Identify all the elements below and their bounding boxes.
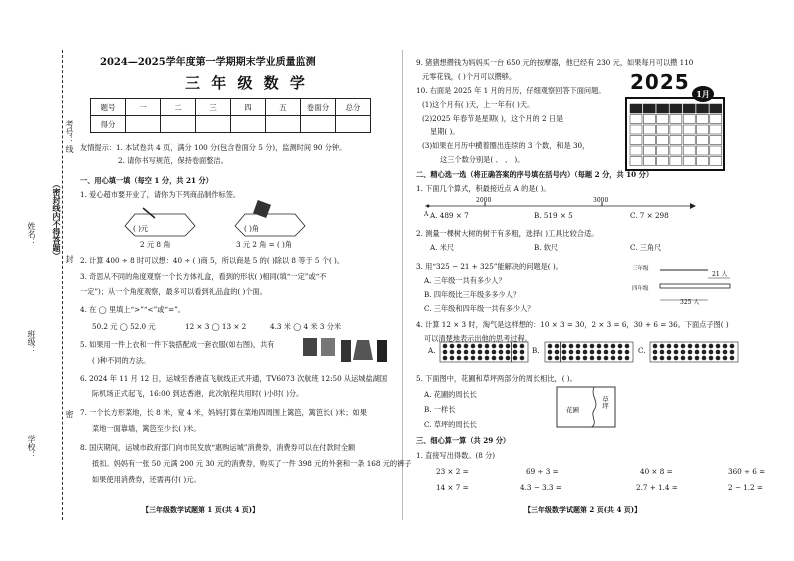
dot: [457, 344, 462, 349]
calendar-cell: [683, 136, 695, 145]
dot: [625, 356, 630, 361]
dot: [506, 344, 511, 349]
score-cell: 一: [126, 99, 161, 116]
calendar-cell: [670, 157, 682, 166]
score-input-cell[interactable]: [161, 116, 196, 133]
dot: [625, 344, 630, 349]
footer-left: 【三年级数学试题第 1 页(共 4 页)】: [142, 505, 260, 514]
tips-line2: 2. 请你书写规范，保持卷面整洁。: [118, 156, 228, 165]
c5-option-b[interactable]: B. 一样长: [424, 405, 456, 414]
dot: [471, 350, 476, 355]
dot: [492, 344, 497, 349]
dot: [464, 350, 469, 355]
score-table: [90, 98, 371, 133]
calendar-cell: [710, 146, 722, 155]
calendar-cell: [697, 115, 709, 124]
dot: [499, 350, 504, 355]
grade4-bar: [660, 284, 730, 288]
dot: [450, 350, 455, 355]
score-cell: 五: [266, 99, 301, 116]
dot: [597, 356, 602, 361]
page-divider: [402, 50, 403, 520]
q3b-text: 一定”)；从一个角度观察，最多可以看到礼品盒的( )个面。: [80, 287, 267, 296]
dot: [674, 344, 679, 349]
q2-text: 2. 计算 400 ÷ 8 时可以想：40 ÷ ( )商 5，所以商是 5 的( )除以 8 等于 5 个( )。: [80, 256, 345, 265]
axis-point-label: A: [424, 211, 429, 218]
section3-heading: 三、细心算一算（共 29 分）: [416, 436, 511, 445]
c1-option-b[interactable]: B. 519 × 5: [534, 211, 573, 220]
dot: [562, 344, 567, 349]
price2-text: 3 元 2 角 = ( )角: [236, 240, 293, 249]
dot: [569, 356, 574, 361]
dot: [478, 344, 483, 349]
calendar-cell: [630, 104, 642, 113]
q10-3a-text: (3)如果在月历中横着圈出连续的 3 个数，和是 30，: [422, 141, 590, 150]
score-cell: 题号: [91, 99, 126, 116]
q6b-text: 际机场正式起飞，16:00 到达香港，此次航程共用时( )小时( )分。: [92, 389, 304, 398]
calendar-cell: [657, 115, 669, 124]
dot: [548, 350, 553, 355]
calendar-cell: [710, 104, 722, 113]
calendar-cell: [683, 157, 695, 166]
q10-3b-text: 这三个数分别是( 、 、 )。: [440, 155, 525, 164]
calendar-cell: [710, 125, 722, 134]
q7b-text: 菜地一面靠墙，篱笆至少长( )米。: [92, 424, 201, 433]
calendar-cell: [683, 146, 695, 155]
dot: [688, 350, 693, 355]
garden-curve: [592, 387, 596, 427]
score-cell: 得分: [91, 116, 126, 133]
calendar-cell: [630, 146, 642, 155]
calc-item: 4.3 − 3.3 =: [520, 483, 562, 492]
calc-item: 2 − 1.2 =: [728, 483, 763, 492]
calc-item: 69 ÷ 3 =: [526, 467, 559, 476]
dot: [723, 356, 728, 361]
shirt-icon: [321, 338, 335, 356]
score-input-cell[interactable]: [266, 116, 301, 133]
dot: [485, 356, 490, 361]
calc-title: 1. 直接写出得数。(8 分): [416, 451, 496, 460]
dot: [457, 356, 462, 361]
clothes-picture: [303, 334, 393, 364]
subject-title: 三 年 级 数 学: [185, 74, 308, 92]
price1-text: 2 元 8 角: [140, 240, 171, 249]
calendar-cell: [643, 115, 655, 124]
calendar-month: 1月: [692, 86, 714, 102]
dot: [457, 350, 462, 355]
dot: [653, 350, 658, 355]
dot: [723, 350, 728, 355]
dot: [513, 356, 518, 361]
dot: [604, 350, 609, 355]
dot: [562, 350, 567, 355]
dot: [520, 356, 525, 361]
dot: [681, 356, 686, 361]
dot: [583, 350, 588, 355]
c2-text: 2. 测量一棵树大树的树干有多粗，选择( )工具比较合适。: [416, 229, 599, 238]
calc-item: 360 ÷ 6 =: [728, 467, 766, 476]
dot: [695, 350, 700, 355]
calendar-cell: [657, 146, 669, 155]
dot: [702, 350, 707, 355]
dot: [653, 356, 658, 361]
dot: [597, 350, 602, 355]
tips-line1: 友情提示：1. 本试卷共 4 页，满分 100 分(包含卷面分 5 分)，监测时间 90 分钟。: [80, 143, 347, 152]
c4-option-b[interactable]: B.: [532, 346, 540, 355]
dot: [471, 356, 476, 361]
q8c-text: 如果使用消费券，还需再付( )元。: [92, 475, 201, 484]
calendar-cell: [683, 115, 695, 124]
c5-option-c[interactable]: C. 草坪的周长长: [424, 420, 477, 429]
calendar-cell: [683, 104, 695, 113]
c1-text: 1. 下面几个算式，积最接近点 A 的是( )。: [416, 184, 551, 193]
dot: [569, 350, 574, 355]
calendar-cell: [710, 115, 722, 124]
calendar-cell: [697, 157, 709, 166]
dot: [590, 344, 595, 349]
dot: [618, 350, 623, 355]
dot: [681, 350, 686, 355]
q8a-text: 8. 国庆期间，运城市政府部门向市民发放“惠购运城”消费券，消费券可以在付款时全额: [80, 443, 356, 452]
dot: [688, 344, 693, 349]
calendar-cell: [630, 136, 642, 145]
dot: [709, 350, 714, 355]
mi-mark: 密: [65, 410, 74, 418]
dot: [660, 356, 665, 361]
calendar-cell: [670, 136, 682, 145]
calendar-cell: [670, 104, 682, 113]
q4-text: 4. 在 ◯ 里填上“>”“<”或“=”。: [80, 305, 185, 314]
dot: [681, 344, 686, 349]
dot: [702, 344, 707, 349]
dot: [464, 356, 469, 361]
score-table-score-row: [91, 116, 371, 133]
score-cell: 三: [196, 99, 231, 116]
calendar-cell: [683, 125, 695, 134]
dot: [660, 344, 665, 349]
q4-item-1: 50.2 元 ◯ 52.0 元: [92, 322, 156, 331]
score-cell: 卷面分: [301, 99, 336, 116]
calc-item: 2.7 + 1.4 =: [636, 483, 678, 492]
dot: [492, 356, 497, 361]
calendar-cell: [643, 157, 655, 166]
class-label: 班级：: [27, 330, 36, 354]
dot: [576, 350, 581, 355]
score-input-cell[interactable]: [336, 116, 371, 133]
price-tag-book: [225, 204, 315, 238]
c2-option-c[interactable]: C. 三角尺: [630, 243, 662, 252]
dot: [611, 344, 616, 349]
score-input-cell[interactable]: [301, 116, 336, 133]
dot: [695, 344, 700, 349]
c3-option-b[interactable]: B. 四年级比三年级多多少人？: [424, 290, 521, 299]
c2-option-a[interactable]: A. 米尺: [430, 243, 455, 252]
number-line-arrow: [690, 203, 696, 209]
dot: [716, 344, 721, 349]
dot: [625, 350, 630, 355]
dot: [485, 350, 490, 355]
dot: [464, 344, 469, 349]
score-table-header-row: [91, 99, 371, 116]
score-input-cell[interactable]: [126, 116, 161, 133]
dot: [520, 344, 525, 349]
dot: [513, 350, 518, 355]
dot: [709, 344, 714, 349]
dot: [730, 356, 735, 361]
calendar-cell: [697, 146, 709, 155]
dot: [548, 344, 553, 349]
dot: [716, 350, 721, 355]
calendar-cell: [697, 125, 709, 134]
dot: [506, 350, 511, 355]
calendar-cell: [630, 157, 642, 166]
dot: [730, 350, 735, 355]
dot: [674, 356, 679, 361]
q10-text: 10. 右面是 2025 年 1 月的月历，仔细观察回答下面问题。: [416, 86, 606, 95]
dot: [576, 344, 581, 349]
score-input-cell[interactable]: [231, 116, 266, 133]
dot: [618, 344, 623, 349]
dot: [667, 350, 672, 355]
q10-1-text: (1)这个月有( )天，上一年有( )天。: [422, 100, 535, 109]
dot: [478, 356, 483, 361]
dot: [590, 350, 595, 355]
dot: [485, 344, 490, 349]
c2-option-b[interactable]: B. 软尺: [534, 243, 559, 252]
score-cell: 二: [161, 99, 196, 116]
q9a-text: 9. 猪猪想攒钱为妈妈买一台 650 元的按摩器，他已经有 230 元，如果每月可以攒 110: [416, 58, 694, 67]
q1-text: 1. 爱心超市要开业了，请你为下列商品制作标签。: [80, 190, 241, 199]
dot: [555, 350, 560, 355]
calendar-cell: [630, 115, 642, 124]
q9b-text: 元零花钱，( )个月可以攒够。: [422, 72, 517, 81]
pants-icon: [377, 340, 387, 362]
c4a-text: 4. 计算 12 × 3 时，淘气是这样想的：10 × 3 = 30，2 × 3 = 6，30 + 6 = 36。下面点子图( ): [416, 320, 729, 329]
section2-heading: 二、精心选一选（将正确答案的序号填在括号内）（每题 2 分，共 10 分）: [416, 170, 654, 179]
score-cell: 总分: [336, 99, 371, 116]
skirt-icon: [353, 340, 373, 360]
dot: [590, 356, 595, 361]
q5a-text: 5. 如果用一件上衣和一件下装搭配成一套衣服(如右图)，共有: [80, 340, 275, 349]
tag2-label: ( )角: [244, 224, 260, 233]
dot: [730, 344, 735, 349]
binding-sidebar: [4, 40, 74, 520]
dot: [450, 344, 455, 349]
q5b-text: ( )种不同的方法。: [92, 356, 151, 365]
calendar-cell: [657, 104, 669, 113]
dot: [667, 344, 672, 349]
calendar-cell: [643, 146, 655, 155]
dot: [471, 344, 476, 349]
dot: [674, 350, 679, 355]
c1-option-a[interactable]: A. 489 × 7: [430, 211, 469, 220]
q10-2a-text: (2)2025 年春节是星期( )，这个月的 2 日是: [422, 114, 564, 123]
price-tag-pen: [115, 204, 205, 238]
dot: [555, 344, 560, 349]
q3a-text: 3. 奇思从不同的角度观察一个长方体礼盒，看到的形状( )相同(填“一定”或“不: [80, 272, 327, 281]
book-icon: [253, 200, 271, 218]
dot: [450, 356, 455, 361]
dot: [569, 344, 574, 349]
calendar-year: 2025: [630, 70, 690, 94]
diff-label: 21 人: [712, 271, 728, 278]
lawn-label: 草坪: [601, 396, 609, 409]
line-mark: 线: [65, 145, 74, 153]
dot-diagram-c: [650, 342, 740, 364]
dot: [443, 350, 448, 355]
dot-diagram-a: [440, 342, 530, 364]
dot-diagram-b: [545, 342, 635, 364]
dot: [604, 344, 609, 349]
pen-icon: [143, 208, 155, 218]
exam-title: 2024—2025学年度第一学期期末学业质量监测: [100, 57, 316, 68]
calendar-cell: [657, 125, 669, 134]
dot: [583, 344, 588, 349]
axis-label-2000: 2000: [476, 197, 492, 204]
section1-heading: 一、用心填一填（每空 1 分，共 21 分）: [80, 176, 213, 185]
score-cell: 四: [231, 99, 266, 116]
shirt-icon: [303, 338, 317, 356]
dot: [695, 356, 700, 361]
grade4-label: 四年级: [632, 286, 649, 292]
dot: [492, 350, 497, 355]
calendar-cell: [630, 125, 642, 134]
c4-option-c[interactable]: C.: [638, 346, 646, 355]
dot: [513, 344, 518, 349]
school-label: 学校：: [27, 435, 36, 459]
exam-no-label: 考号：: [65, 120, 74, 144]
dot: [702, 356, 707, 361]
dot: [716, 356, 721, 361]
calendar-cell: [670, 125, 682, 134]
dot: [443, 356, 448, 361]
seal-mark: 封: [65, 255, 74, 263]
c3-option-a[interactable]: A. 三年级一共有多少人？: [424, 276, 506, 285]
dot: [597, 344, 602, 349]
total-label: 325 人: [680, 299, 700, 306]
calc-item: 14 × 7 =: [436, 483, 469, 492]
calendar-cell: [670, 115, 682, 124]
dot: [667, 356, 672, 361]
grade3-label: 三年级: [632, 266, 649, 272]
dot: [499, 356, 504, 361]
axis-label-3000: 3000: [593, 197, 609, 204]
calendar-picture: [622, 64, 728, 174]
name-label: 姓名：: [27, 222, 36, 246]
dot: [520, 350, 525, 355]
calendar-cell: [710, 136, 722, 145]
c5-option-a[interactable]: A. 花圃的周长长: [424, 390, 477, 399]
calendar-cell: [643, 104, 655, 113]
dot: [618, 356, 623, 361]
calendar-cell: [710, 157, 722, 166]
dot: [688, 356, 693, 361]
point-a: [427, 205, 430, 208]
seal-note: （密封线内不得答题）: [52, 180, 62, 260]
dot: [611, 350, 616, 355]
c1-option-c[interactable]: C. 7 × 298: [630, 211, 669, 220]
footer-right: 【三年级数学试题第 2 页(共 4 页)】: [524, 505, 642, 514]
dot: [604, 356, 609, 361]
score-input-cell[interactable]: [196, 116, 231, 133]
flower-bed-label: 花圃: [566, 406, 579, 414]
dot: [555, 356, 560, 361]
calendar-cell: [643, 136, 655, 145]
q7a-text: 7. 一个长方形菜地，长 8 米，宽 4 米，妈妈打算在菜地四周围上篱笆，篱笆长( )米；如果: [80, 408, 367, 417]
dot: [660, 350, 665, 355]
c4-option-a[interactable]: A.: [428, 346, 436, 355]
tag1-label: ( )元: [133, 224, 149, 233]
q4-item-3: 4.3 米 ◯ 4 米 3 分米: [270, 322, 342, 331]
calendar-cell: [643, 125, 655, 134]
calendar-cell: [697, 104, 709, 113]
dot: [709, 356, 714, 361]
calendar-cell: [670, 146, 682, 155]
calc-item: 40 × 8 =: [640, 467, 673, 476]
dot: [548, 356, 553, 361]
dot: [583, 356, 588, 361]
dot: [478, 350, 483, 355]
calendar-cell: [657, 136, 669, 145]
q4-item-2: 12 × 3 ◯ 13 × 2: [185, 322, 247, 331]
seal-line: [62, 50, 63, 520]
dot: [653, 344, 658, 349]
dot: [723, 344, 728, 349]
c5-text: 5. 下面图中，花圃和草坪两部分的周长相比，( )。: [416, 374, 577, 383]
dot: [576, 356, 581, 361]
calendar-cell: [697, 136, 709, 145]
q6a-text: 6. 2024 年 11 月 12 日，运城至香港直飞航线正式开通，TV6073 次航班 12:50 从运城盐湖国: [80, 374, 388, 383]
q8b-text: 抵扣。妈妈有一张 50 元满 200 元 30 元的消费券，购买了一件 398 元的外套和一条 168 元的裤子: [92, 459, 412, 468]
c3-text: 3. 用“325 − 21 + 325”能解决的问题是( )。: [416, 262, 563, 271]
calc-item: 23 × 2 =: [436, 467, 469, 476]
dot: [562, 356, 567, 361]
dot: [443, 344, 448, 349]
q10-2b-text: 星期( )。: [430, 127, 460, 136]
dot: [499, 344, 504, 349]
c3-option-c[interactable]: C. 三年级和四年级一共有多少人？: [424, 304, 535, 313]
dot: [611, 356, 616, 361]
calendar-cell: [657, 157, 669, 166]
c4b-text: 可以清楚地表示出他的思考过程。: [424, 334, 532, 343]
dot: [506, 356, 511, 361]
pants-icon: [341, 340, 351, 362]
